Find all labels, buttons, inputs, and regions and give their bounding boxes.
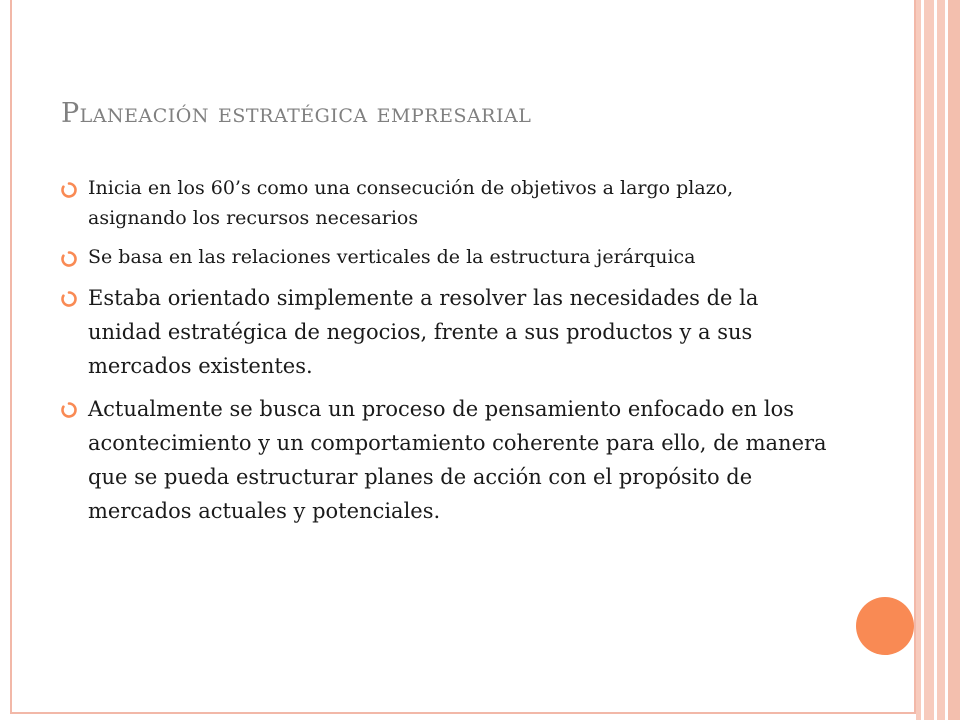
bullet-item bbox=[60, 173, 830, 233]
bullet-text: Estaba orientado simplemente a resolver las necesidades de la unidad estratégica de negocios, frente a sus productos y a sus mercados existentes. bbox=[88, 286, 759, 378]
bullet-icon bbox=[60, 250, 78, 268]
stripe bbox=[937, 0, 945, 720]
stripe bbox=[948, 0, 960, 720]
bullet-icon bbox=[60, 401, 78, 419]
bullet-icon bbox=[60, 290, 78, 308]
bullet-item bbox=[60, 242, 830, 272]
bullet-item bbox=[60, 281, 830, 383]
stripe bbox=[924, 0, 934, 720]
bullet-list bbox=[60, 173, 830, 537]
decorative-side-stripes bbox=[916, 0, 960, 720]
bullet-item bbox=[60, 392, 830, 528]
bullet-text: Inicia en los 60’s como una consecución de objetivos a largo plazo, asignando los recursos necesarios bbox=[88, 177, 734, 229]
bullet-text: Actualmente se busca un proceso de pensamiento enfocado en los acontecimiento y un comportamiento coherente para ello, de manera que se pueda estructurar planes de acción con el propósito de mercados actuales y potenciales. bbox=[88, 397, 827, 523]
decorative-orange-circle bbox=[856, 597, 914, 655]
slide-title: Planeación estratégica empresarial bbox=[61, 98, 532, 129]
bullet-text: Se basa en las relaciones verticales de la estructura jerárquica bbox=[88, 246, 696, 268]
bullet-icon bbox=[60, 181, 78, 199]
